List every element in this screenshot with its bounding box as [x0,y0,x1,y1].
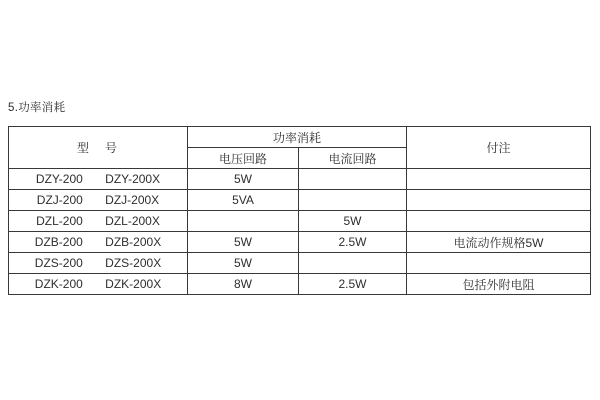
header-voltage-circuit: 电压回路 [188,148,299,169]
current-value: 2.5W [299,232,407,253]
model-standard: DZY-200 [35,172,83,186]
model-cell [9,274,188,295]
current-value: 2.5W [299,274,407,295]
model-x-variant: DZL-200X [105,214,160,228]
model-x-variant: DZB-200X [105,235,162,249]
header-current-circuit: 电流回路 [299,148,407,169]
voltage-value: 5VA [188,190,299,211]
note-value [407,169,591,190]
model-x-variant: DZS-200X [105,256,162,270]
note-value: 包括外附电阻 [407,274,591,295]
voltage-value [188,211,299,232]
model-x-variant: DZK-200X [105,277,162,291]
note-value [407,253,591,274]
table-row [9,190,591,211]
header-model: 型 号 [9,127,188,169]
note-value [407,190,591,211]
table-row [9,211,591,232]
voltage-value: 5W [188,232,299,253]
table-header [9,127,591,169]
model-cell [9,232,188,253]
voltage-value: 5W [188,253,299,274]
model-standard: DZB-200 [34,235,83,249]
model-cell [9,253,188,274]
table-row [9,274,591,295]
model-standard: DZK-200 [34,277,83,291]
voltage-value: 8W [188,274,299,295]
header-power-group: 功率消耗 [188,127,407,148]
power-consumption-table [8,126,591,295]
current-value: 5W [299,211,407,232]
model-x-variant: DZJ-200X [105,193,160,207]
current-value [299,253,407,274]
table-row [9,232,591,253]
model-cell [9,169,188,190]
voltage-value: 5W [188,169,299,190]
model-x-variant: DZY-200X [105,172,161,186]
model-standard: DZL-200 [36,214,83,228]
model-standard: DZJ-200 [36,193,83,207]
header-row-top [9,127,591,148]
note-value: 电流动作规格5W [407,232,591,253]
model-cell [9,211,188,232]
note-value [407,211,591,232]
header-note: 付注 [407,127,591,169]
table-row [9,169,591,190]
section-title: 5.功率消耗 [8,102,66,114]
model-standard: DZS-200 [34,256,83,270]
model-cell [9,190,188,211]
current-value [299,190,407,211]
table-row [9,253,591,274]
current-value [299,169,407,190]
